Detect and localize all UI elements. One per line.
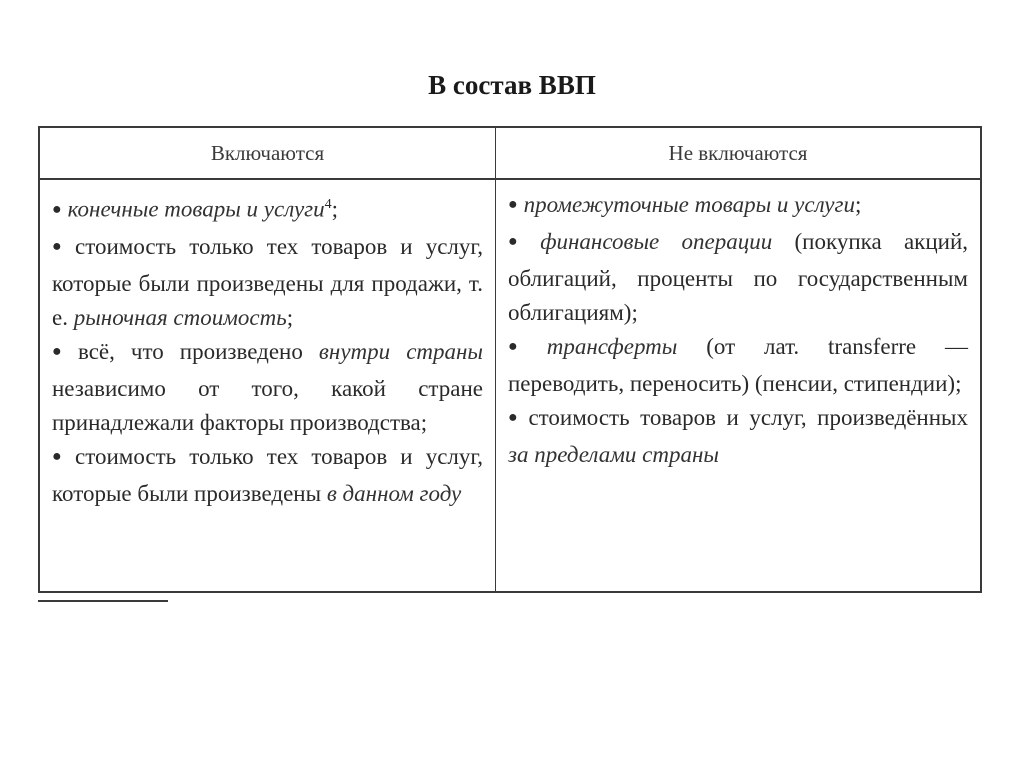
list-item [508, 330, 968, 401]
header-excluded: Не включаются [496, 127, 982, 179]
list-item [52, 230, 483, 335]
included-cell [39, 179, 496, 592]
emphasis-text: за пределами страны [508, 442, 719, 467]
table-body-row [39, 179, 981, 592]
bullet-icon: ● [508, 233, 535, 250]
emphasis-text: конечные товары и услуги [67, 196, 325, 222]
item-text: ; [854, 192, 862, 217]
emphasis-text: промежуточные товары и услуги [523, 192, 855, 217]
emphasis-text: трансферты [546, 334, 678, 359]
list-item [52, 188, 483, 230]
emphasis-text: рыночная стоимость [73, 304, 287, 330]
list-item [508, 401, 968, 472]
bullet-icon: ● [52, 200, 62, 218]
bullet-icon: ● [52, 342, 72, 360]
item-text: ; [286, 304, 294, 330]
item-text: независимо от того, какой стране принадлежали факторы производства; [52, 375, 483, 435]
emphasis-text: внутри страны [318, 338, 483, 364]
item-text: стоимость только тех товаров и услуг, которые были произведены для продажи, т. е. [52, 233, 483, 330]
item-text: стоимость товаров и услуг, произведённых [528, 405, 968, 430]
page-title: В состав ВВП [428, 70, 596, 100]
list-item [508, 225, 968, 330]
footnote-ref: 4 [324, 197, 332, 212]
item-text: (от лат. transferre — переводить, переносить) (пенсии, стипендии); [508, 334, 968, 396]
gdp-composition-table [38, 126, 982, 593]
list-item [52, 335, 483, 440]
bullet-icon: ● [508, 338, 541, 355]
excluded-cell [496, 179, 982, 592]
header-included: Включаются [39, 127, 496, 179]
item-text: стоимость только тех товаров и услуг, которые были произведены [52, 443, 483, 506]
list-item [52, 440, 483, 511]
table-header-row [39, 127, 981, 179]
bullet-icon: ● [52, 447, 70, 465]
item-text: ; [331, 196, 339, 222]
footnote-divider [38, 600, 168, 602]
bullet-icon: ● [52, 237, 70, 255]
list-item [508, 188, 968, 225]
emphasis-text: в данном году [326, 480, 462, 506]
bullet-icon: ● [508, 196, 518, 213]
item-text: всё, что произведено [77, 338, 319, 364]
emphasis-text: финансовые операции [540, 229, 773, 254]
bullet-icon: ● [508, 409, 523, 426]
item-text: (покупка акций, облигаций, проценты по государственным облигациям); [508, 229, 968, 325]
